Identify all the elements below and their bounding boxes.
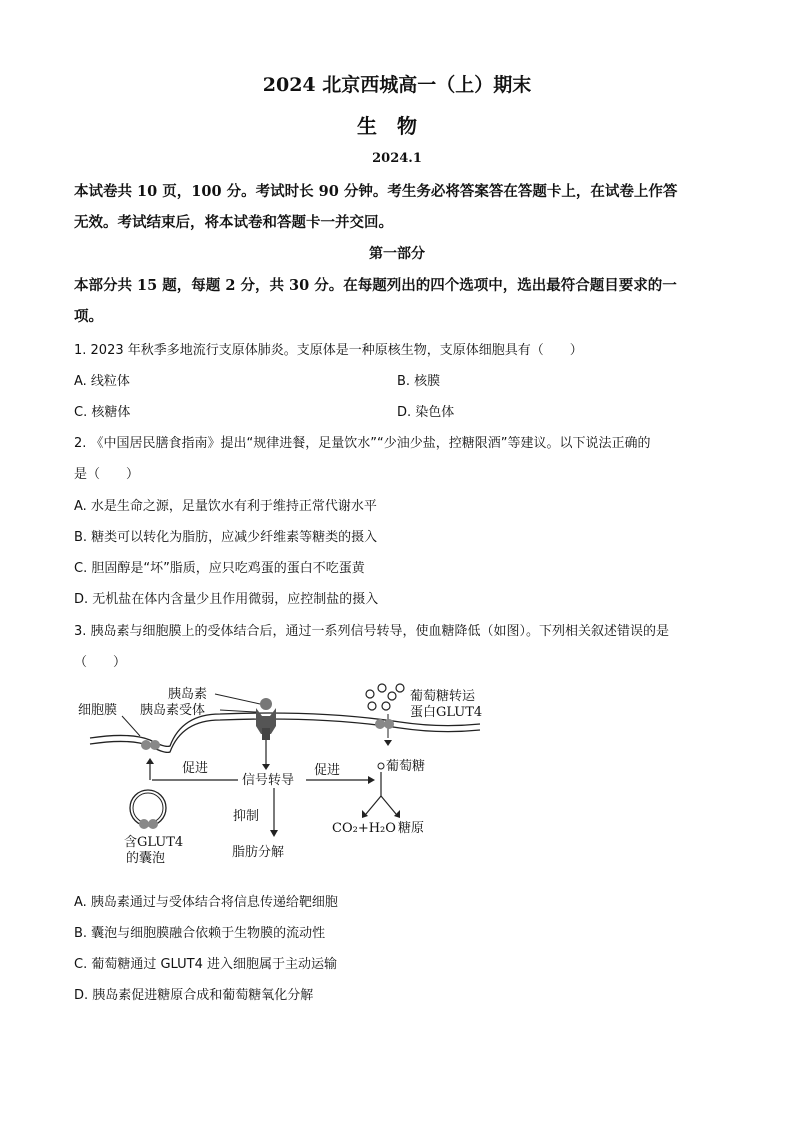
q3-option-b: B. 囊泡与细胞膜融合依赖于生物膜的流动性: [74, 926, 326, 941]
glucose-inside-icon: [378, 763, 384, 769]
glut4-membrane-left: [141, 740, 160, 750]
q3-option-d: D. 胰岛素促进糖原合成和葡萄糖氧化分解: [74, 988, 314, 1003]
question-3-stem-line-1: 3. 胰岛素与细胞膜上的受体结合后，通过一系列信号转导，使血糖降低（如图）。下列相关叙述错误的是: [74, 624, 670, 639]
glucose-oxidation-arrow: [366, 796, 381, 814]
q1-option-a: A. 线粒体: [74, 374, 130, 389]
label-vesicle-1: 含GLUT4: [124, 835, 184, 850]
label-membrane: 细胞膜: [78, 703, 118, 718]
label-transporter-2: 蛋白GLUT4: [410, 705, 483, 720]
glucose-molecules-icon: [366, 684, 404, 710]
question-3-stem-line-2: （ ）: [74, 655, 127, 670]
insulin-receptor-icon: [256, 698, 276, 740]
q3-option-c: C. 葡萄糖通过 GLUT4 进入细胞属于主动运输: [74, 957, 338, 972]
q3-option-a: A. 胰岛素通过与受体结合将信息传递给靶细胞: [74, 895, 338, 910]
label-promote-right: 促进: [314, 763, 341, 778]
receptor-pointer: [220, 710, 256, 712]
exam-title: 2024 北京西城高一（上）期末: [262, 74, 532, 96]
instruction-line-1: 本试卷共 10 页，100 分。考试时长 90 分钟。考生务必将答案答在答题卡上，在试卷上作答: [74, 183, 678, 200]
label-insulin: 胰岛素: [168, 687, 208, 702]
label-promote-left: 促进: [182, 761, 209, 776]
q1-option-b: B. 核膜: [397, 374, 441, 389]
insulin-signaling-figure: [70, 680, 500, 875]
glut4-vesicle-icon: [130, 790, 166, 829]
membrane-pointer: [122, 716, 140, 736]
q1-option-d: D. 染色体: [397, 405, 455, 420]
label-products: CO₂+H₂O: [332, 821, 396, 836]
question-2-stem-line-1: 2. 《中国居民膳食指南》提出“规律进餐，足量饮水”“少油少盐，控糖限酒”等建议。以下说法正确的: [74, 436, 651, 451]
q1-option-c: C. 核糖体: [74, 405, 131, 420]
label-signal: 信号转导: [242, 773, 295, 788]
glycogen-synthesis-arrow: [381, 796, 396, 814]
label-inhibit: 抑制: [233, 809, 260, 824]
label-receptor: 胰岛素受体: [140, 703, 206, 718]
section-title: 第一部分: [369, 246, 425, 262]
q2-option-b: B. 糖类可以转化为脂肪，应减少纤维素等糖类的摄入: [74, 530, 378, 545]
label-fat: 脂肪分解: [232, 845, 285, 860]
question-2-stem-line-2: 是（ ）: [74, 467, 140, 482]
exam-date: 2024.1: [372, 151, 422, 166]
q2-option-c: C. 胆固醇是“坏”脂质，应只吃鸡蛋的蛋白不吃蛋黄: [74, 561, 365, 576]
section-desc-line-1: 本部分共 15 题，每题 2 分，共 30 分。在每题列出的四个选项中，选出最符合题目要求的一: [74, 277, 677, 294]
label-glucose: 葡萄糖: [386, 759, 426, 774]
label-vesicle-2: 的囊泡: [126, 851, 166, 866]
section-desc-line-2: 项。: [74, 308, 103, 325]
insulin-pointer: [215, 694, 260, 704]
label-transporter-1: 葡萄糖转运: [410, 689, 476, 704]
subject-title: 生物: [357, 114, 437, 138]
question-1-stem: 1. 2023 年秋季多地流行支原体肺炎。支原体是一种原核生物，支原体细胞具有（ ）: [74, 343, 583, 358]
instruction-line-2: 无效。考试结束后，将本试卷和答题卡一并交回。: [74, 214, 393, 231]
q2-option-a: A. 水是生命之源，足量饮水有利于维持正常代谢水平: [74, 499, 377, 514]
label-glycogen: 糖原: [398, 821, 425, 836]
q2-option-d: D. 无机盐在体内含量少且作用微弱，应控制盐的摄入: [74, 592, 379, 607]
